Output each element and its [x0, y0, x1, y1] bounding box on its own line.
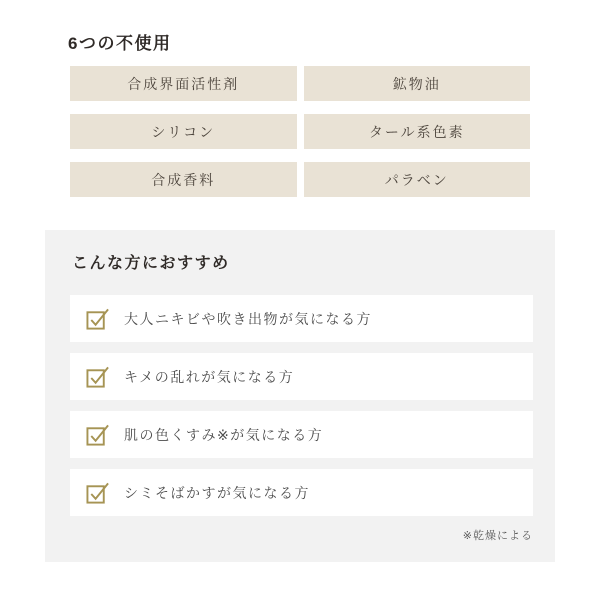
- checked-checkbox-icon: [86, 365, 110, 389]
- recommendation-item-label: キメの乱れが気になる方: [124, 368, 295, 385]
- exclusion-item-label: 合成香料: [151, 171, 216, 188]
- exclusion-item-label: 鉱物油: [392, 75, 441, 92]
- recommendation-item: [70, 295, 533, 342]
- recommendations-panel: [45, 230, 555, 562]
- checked-checkbox-icon: [86, 307, 110, 331]
- exclusion-item: [304, 114, 531, 149]
- exclusion-item-label: パラベン: [384, 171, 449, 188]
- exclusion-item: [304, 162, 531, 197]
- recommendations-title: こんな方におすすめ: [72, 255, 230, 272]
- checked-checkbox-icon: [86, 423, 110, 447]
- recommendation-item-label: 肌の色くすみ※が気になる方: [124, 426, 324, 443]
- footnote: ※乾燥による: [462, 530, 533, 542]
- exclusion-item: [304, 66, 531, 101]
- exclusion-item-label: 合成界面活性剤: [127, 75, 240, 92]
- recommendation-item-label: 大人ニキビや吹き出物が気になる方: [124, 310, 372, 327]
- exclusion-item: [70, 114, 297, 149]
- recommendation-item: [70, 469, 533, 516]
- recommendation-item: [70, 411, 533, 458]
- exclusions-title: 6つの不使用: [68, 34, 172, 53]
- exclusion-item: [70, 162, 297, 197]
- recommendations-list: [70, 295, 533, 516]
- exclusion-item-label: シリコン: [151, 123, 216, 140]
- exclusions-grid: [70, 66, 530, 197]
- exclusion-item-label: タール系色素: [368, 123, 465, 140]
- recommendation-item-label: シミそばかすが気になる方: [124, 484, 310, 501]
- recommendation-item: [70, 353, 533, 400]
- exclusion-item: [70, 66, 297, 101]
- checked-checkbox-icon: [86, 481, 110, 505]
